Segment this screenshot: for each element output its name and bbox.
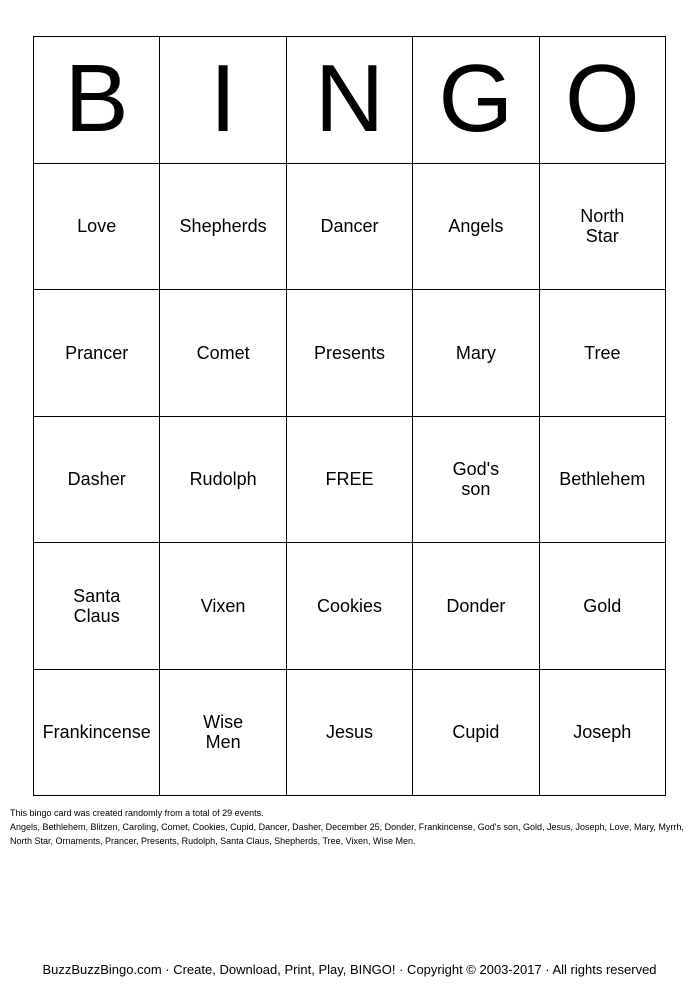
header-letter-n: N (287, 37, 413, 164)
bingo-cell: Vixen (160, 543, 286, 670)
bingo-cell: Gold (540, 543, 666, 670)
bingo-cell: Presents (287, 290, 413, 417)
bingo-cell: Frankincense (34, 670, 160, 797)
header-letter-i: I (160, 37, 286, 164)
header-letter-b: B (34, 37, 160, 164)
site-footer: BuzzBuzzBingo.com · Create, Download, Print, Play, BINGO! · Copyright © 2003-2017 · All rights reserved (42, 962, 657, 977)
bingo-cell: Tree (540, 290, 666, 417)
bingo-cell: Dancer (287, 164, 413, 291)
bingo-cell: Comet (160, 290, 286, 417)
card-generation-note (10, 806, 692, 848)
bingo-cell: Shepherds (160, 164, 286, 291)
bingo-cell: North Star (540, 164, 666, 291)
bingo-cell: Angels (413, 164, 539, 291)
bingo-cell: Prancer (34, 290, 160, 417)
bingo-cell: Wise Men (160, 670, 286, 797)
header-letter-g: G (413, 37, 539, 164)
bingo-cell: Dasher (34, 417, 160, 544)
bingo-card (33, 36, 666, 796)
bingo-cell: God's son (413, 417, 539, 544)
free-space-cell: FREE (287, 417, 413, 544)
bingo-cell: Bethlehem (540, 417, 666, 544)
bingo-cell: Santa Claus (34, 543, 160, 670)
bingo-cell: Love (34, 164, 160, 291)
header-letter-o: O (540, 37, 666, 164)
bingo-cell: Cupid (413, 670, 539, 797)
bingo-cell: Joseph (540, 670, 666, 797)
bingo-cell: Cookies (287, 543, 413, 670)
bingo-cell: Jesus (287, 670, 413, 797)
note-summary: This bingo card was created randomly from a total of 29 events. (10, 808, 264, 818)
bingo-cell: Mary (413, 290, 539, 417)
bingo-cell: Donder (413, 543, 539, 670)
bingo-cell: Rudolph (160, 417, 286, 544)
note-event-list: Angels, Bethlehem, Blitzen, Caroling, Comet, Cookies, Cupid, Dancer, Dasher, December 25, Donder, Frankincense, God's son, Gold, Jesus, Joseph, Love, Mary, Myrrh, North Star, Ornaments, Prancer, Presents, Rudolph, Santa Claus, Shepherds, Tree, Vixen, Wise Men. (10, 822, 684, 846)
